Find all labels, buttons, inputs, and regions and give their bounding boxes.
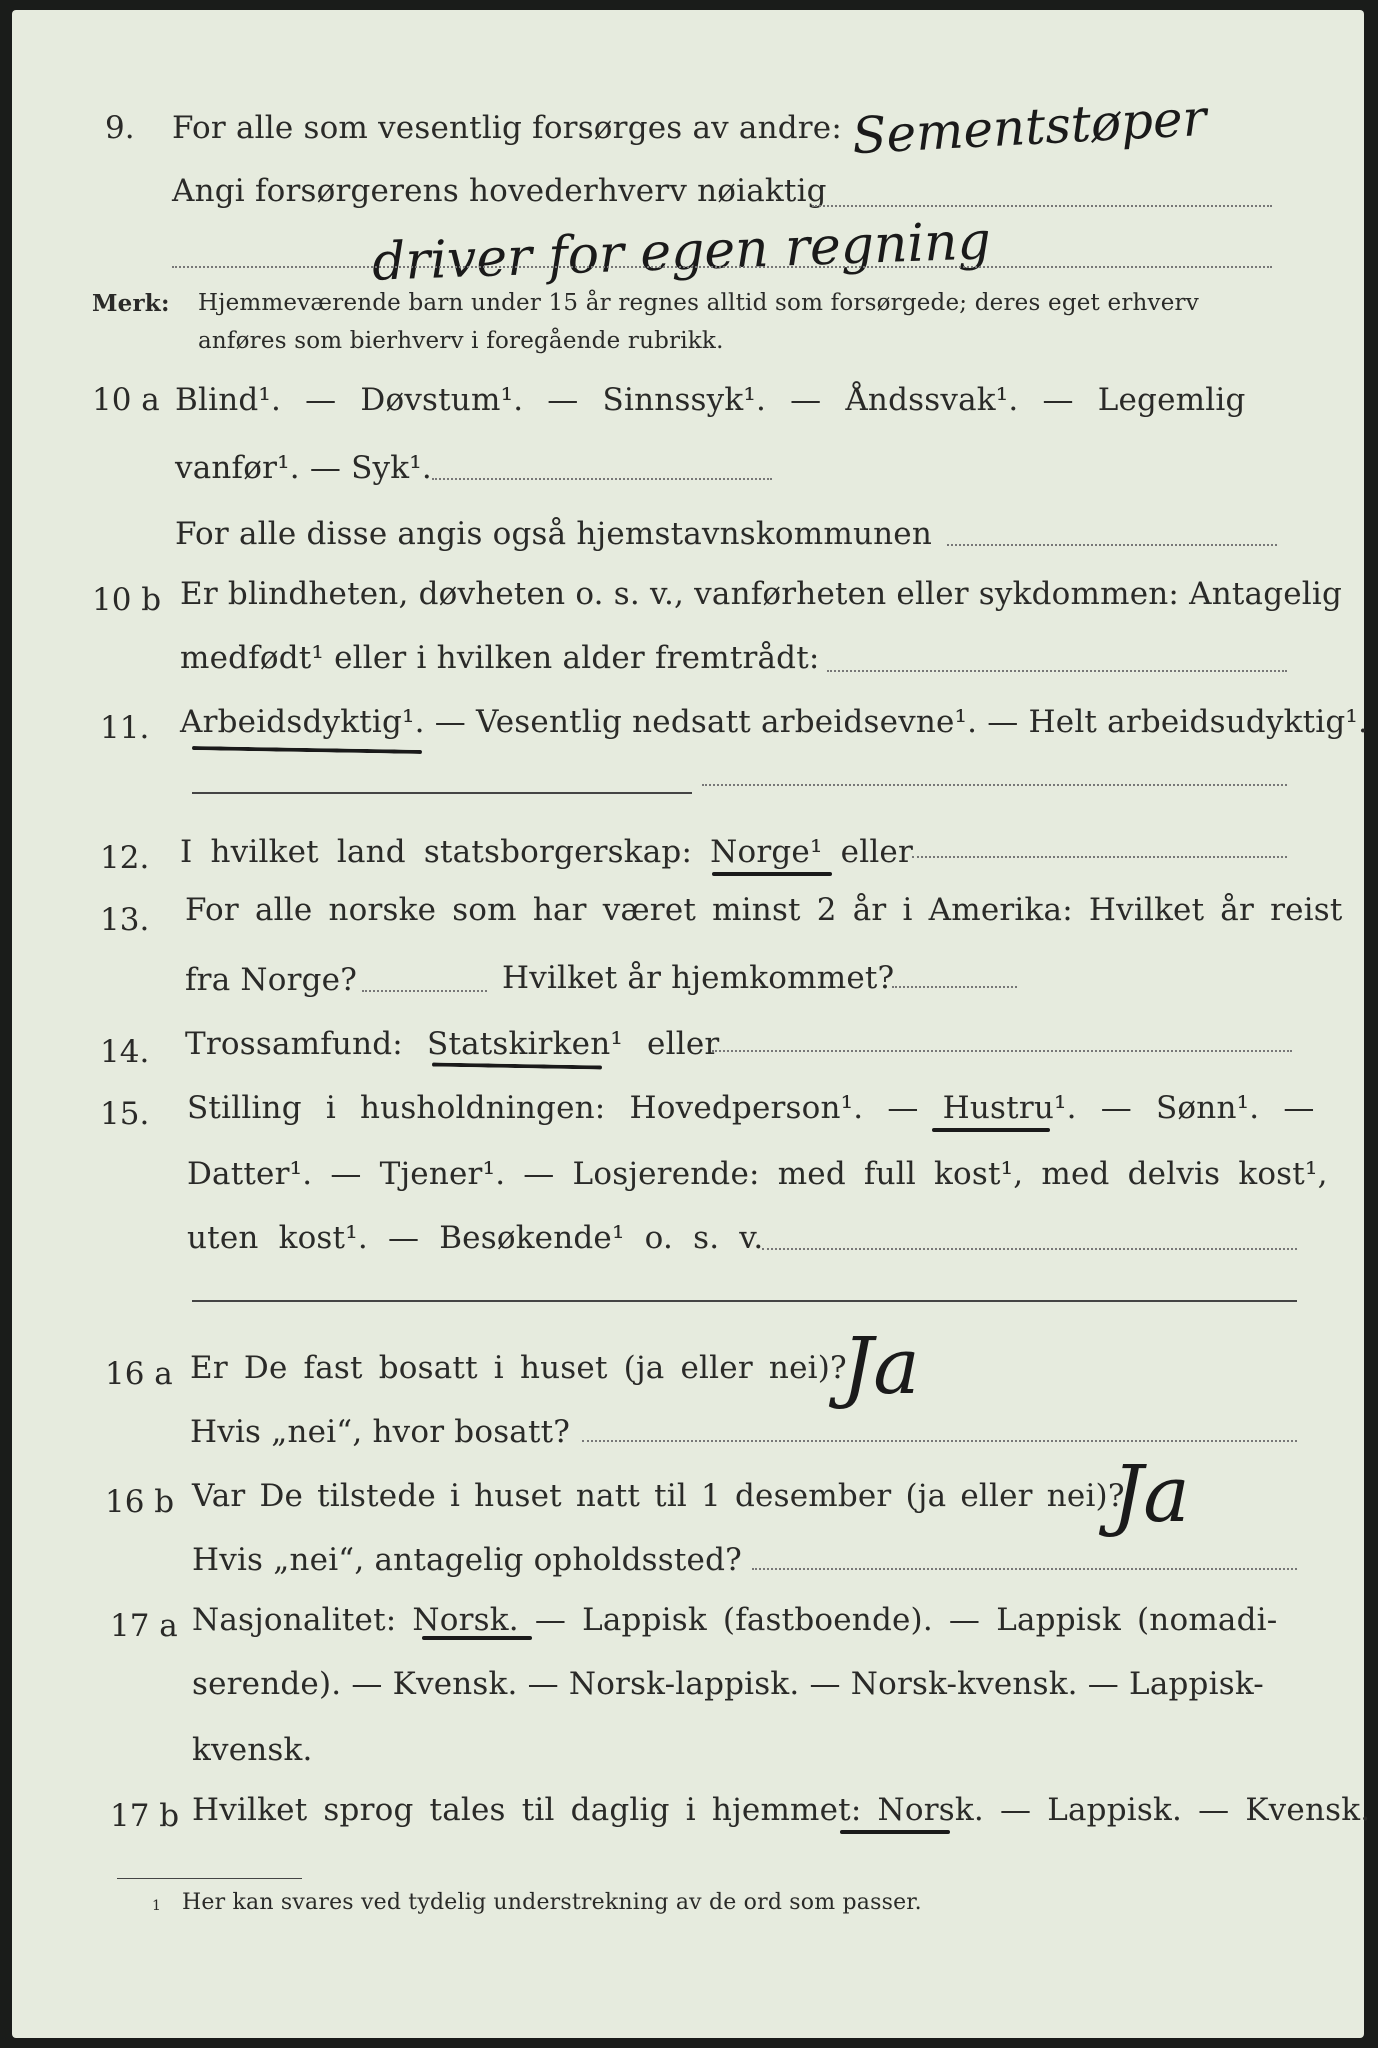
q11-answer-line-b	[702, 784, 1287, 786]
q10b-answer-line	[827, 670, 1287, 672]
q11-underline-arbeidsdyktig	[192, 746, 422, 754]
census-form-page	[12, 10, 1371, 2038]
q17a-line3: kvensk.	[192, 1732, 313, 1768]
q9-number: 9.	[105, 110, 135, 146]
q16a-line1: Er De fast bosatt i huset (ja eller nei)?	[190, 1350, 847, 1386]
footnote-rule	[117, 1878, 302, 1879]
q10a-answer-line1	[432, 478, 772, 480]
q9-answer-line2	[172, 266, 1272, 268]
q16a-number: 16 a	[105, 1356, 173, 1392]
q16b-answer-line	[752, 1568, 1297, 1570]
q12-line1: I hvilket land statsborgerskap: Norge¹ eller	[180, 834, 913, 870]
q12-underline-norge	[712, 872, 832, 876]
q16a-line2: Hvis „nei“, hvor bosatt?	[190, 1414, 571, 1450]
q9-answer-line1	[812, 205, 1272, 207]
q16b-number: 16 b	[105, 1484, 175, 1520]
q11-answer-line-a	[192, 792, 692, 794]
q10a-number: 10 a	[92, 382, 160, 418]
q13-number: 13.	[100, 902, 150, 938]
q12-number: 12.	[100, 840, 150, 876]
q17b-underline-norsk	[840, 1830, 950, 1834]
q9-line2: Angi forsørgerens hovederhverv nøiaktig	[172, 173, 827, 209]
q17b-line1: Hvilket sprog tales til daglig i hjemmet: Norsk. — Lappisk. — Kvensk.	[192, 1792, 1371, 1828]
q15-line2: Datter¹. — Tjener¹. — Losjerende: med full kost¹, med delvis kost¹,	[187, 1156, 1328, 1192]
q16b-handwritten-answer: Ja	[1112, 1450, 1190, 1540]
q15-number: 15.	[100, 1096, 150, 1132]
merk-line2: anføres som bierhverv i foregående rubrikk.	[198, 328, 724, 354]
q9-line1: For alle som vesentlig forsørges av andre:	[172, 110, 842, 146]
q9-handwritten-answer1: Sementstøper	[850, 88, 1208, 166]
q14-number: 14.	[100, 1034, 150, 1070]
merk-label: Merk:	[92, 290, 170, 317]
q10b-line1: Er blindheten, døvheten o. s. v., vanførheten eller sykdommen: Antagelig	[180, 576, 1343, 612]
q17a-line1: Nasjonalitet: Norsk. — Lappisk (fastboende). — Lappisk (nomadi-	[192, 1602, 1278, 1638]
q16a-answer-line	[582, 1440, 1297, 1442]
q13-line2a: fra Norge?	[185, 962, 358, 998]
q17b-number: 17 b	[110, 1798, 180, 1834]
q10a-answer-line2	[947, 544, 1277, 546]
footnote-text: Her kan svares ved tydelig understrekning av de ord som passer.	[182, 1890, 922, 1915]
q13-line2b: Hvilket år hjemkommet?	[502, 960, 895, 996]
q16b-line2: Hvis „nei“, antagelig opholdssted?	[192, 1542, 742, 1578]
q14-line1: Trossamfund: Statskirken¹ eller	[185, 1026, 720, 1062]
q17a-line2: serende). — Kvensk. — Norsk-lappisk. — Norsk-kvensk. — Lappisk-	[192, 1666, 1264, 1702]
merk-line1: Hjemmeværende barn under 15 år regnes alltid som forsørgede; deres eget erhverv	[198, 290, 1199, 316]
q16a-handwritten-answer: Ja	[842, 1322, 920, 1412]
q13-answer-line-hjem	[892, 986, 1017, 988]
q13-line1: For alle norske som har været minst 2 år i Amerika: Hvilket år reist	[185, 892, 1343, 928]
q10a-line1: Blind¹. — Døvstum¹. — Sinnssyk¹. — Åndssvak¹. — Legemlig	[175, 382, 1246, 418]
q14-answer-line	[712, 1050, 1292, 1052]
q15-answer-line2	[192, 1300, 1297, 1302]
q10b-line2: medfødt¹ eller i hvilken alder fremtrådt:	[180, 640, 820, 676]
q17a-underline-norsk	[422, 1636, 532, 1640]
q13-answer-line-reist	[362, 990, 487, 992]
q11-number: 11.	[100, 710, 150, 746]
q16b-line1: Var De tilstede i huset natt til 1 desember (ja eller nei)?	[192, 1478, 1125, 1514]
q15-answer-line1	[762, 1248, 1297, 1250]
q9-handwritten-answer2: driver for egen regning	[371, 211, 992, 293]
q15-underline-hustru	[932, 1128, 1050, 1132]
q14-underline-statskirken	[432, 1063, 602, 1070]
q11-line1: Arbeidsdyktig¹. — Vesentlig nedsatt arbeidsevne¹. — Helt arbeidsudyktig¹.	[180, 704, 1369, 740]
q12-answer-line	[912, 856, 1287, 858]
q10a-line3: For alle disse angis også hjemstavnskommunen	[175, 516, 932, 552]
q10a-line2: vanfør¹. — Syk¹.	[175, 450, 432, 486]
q17a-number: 17 a	[110, 1608, 178, 1644]
q15-line1: Stilling i husholdningen: Hovedperson¹. — Hustru¹. — Sønn¹. —	[187, 1090, 1315, 1126]
footnote-mark: 1	[152, 1898, 162, 1914]
q15-line3: uten kost¹. — Besøkende¹ o. s. v.	[187, 1220, 764, 1256]
q10b-number: 10 b	[92, 582, 162, 618]
